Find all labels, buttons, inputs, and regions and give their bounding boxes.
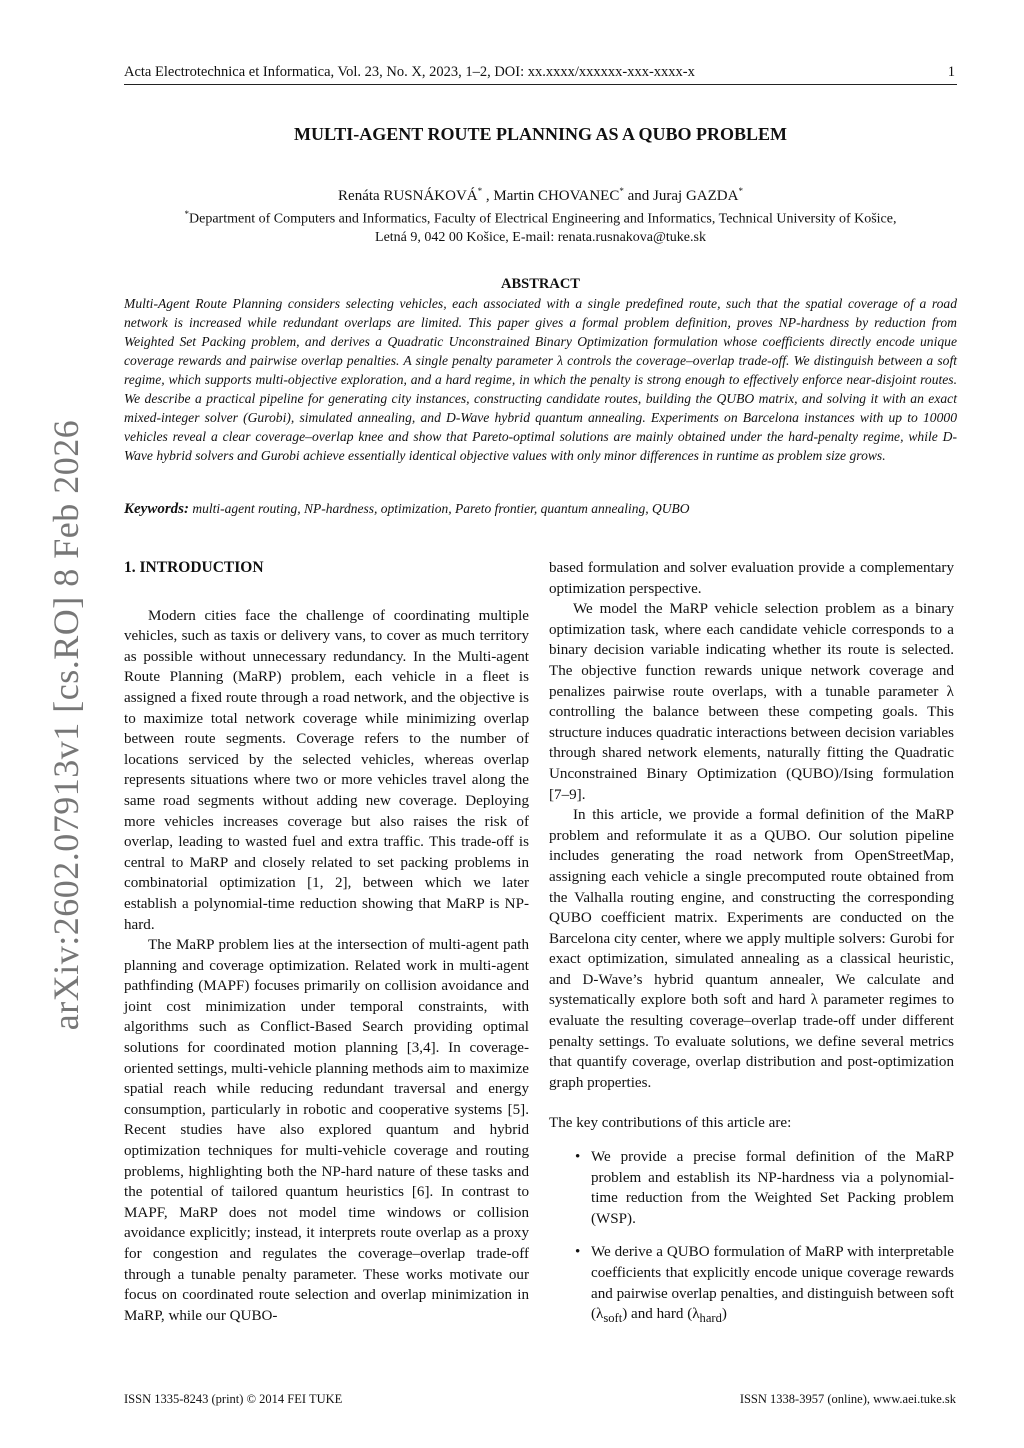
author-list (124, 186, 957, 205)
intro-paragraph-4: In this article, we provide a formal definition of the MaRP problem and reformulate it as a QUBO. Our solution pipeline includes generating the road network from OpenStreetMap, assigning each vehicle a single precomputed route obtained from the Valhalla routing engine, and constructing the corresponding QUBO coefficient matrix. Experiments are conducted on the Barcelona city center, where we apply multiple solvers: Gurobi for exact optimization, simulated annealing as a classical heuristic, and D-Wave’s hybrid quantum annealer, We calculate and systematically explore both soft and hard λ parameter regimes to evaluate the resulting coverage–overlap trade-off under different penalty settings. To evaluate solutions, we define several metrics that quantify coverage, overlap distribution and post-optimization graph properties. (549, 807, 954, 1091)
footer-print-issn: ISSN 1335-8243 (print) © 2014 FEI TUKE (124, 1392, 343, 1406)
list-item (549, 1242, 954, 1328)
bullet-mark: • (575, 1244, 581, 1261)
page-number: 1 (947, 64, 955, 80)
list-item (549, 1147, 954, 1229)
running-header (124, 64, 957, 85)
affiliation-mark: * (184, 209, 189, 219)
section-heading-introduction: 1. INTRODUCTION (124, 559, 264, 576)
intro-paragraph-1: Modern cities face the challenge of coordinating multiple vehicles, such as taxis or delivery vans, to cover as much territory as possible without unnecessary redundancy. In the Multi-agent Route Planning (MaRP) problem, each vehicle in a fleet is assigned a fixed route through a road network, and the objective is to maximize total network coverage while minimizing overlap between route segments. Coverage refers to the number of locations serviced by the selected vehicles, whereas overlap represents situations where two or more vehicles travel along the same road segments without adding new coverage. Deploying more vehicles increases coverage but also raises the risk of overlap, leading to wasted fuel and extra traffic. This trade-off is central to MaRP and closely related to set packing problems in combinatorial optimization [1, 2], between which we later establish a polynomial-time reduction showing that MaRP is NP-hard. (124, 607, 529, 933)
contributions-list (549, 1147, 954, 1329)
intro-paragraph-3: We model the MaRP vehicle selection problem as a binary optimization task, where each candidate vehicle corresponds to a binary decision variable indicating whether its route is selected. The objective function rewards unique network coverage and penalizes pairwise route overlaps, with a tunable parameter λ controlling the balance between these competing goals. This structure induces quadratic interactions between decision variables through shared network elements, naturally fitting the Quadratic Unconstrained Binary Optimization (QUBO)/Ising formulation [7–9]. (549, 601, 954, 803)
author-3: Juraj GAZDA (653, 188, 739, 204)
arxiv-side-stamp: arXiv:2602.07913v1 [cs.RO] 8 Feb 2026 (46, 419, 86, 1031)
author-2-mark: * (619, 186, 624, 196)
bullet-mark: • (575, 1149, 581, 1166)
right-column (549, 558, 954, 1329)
intro-paragraph-2-continued: based formulation and solver evaluation provide a complementary optimization perspective. (549, 560, 954, 597)
intro-paragraph-2: The MaRP problem lies at the intersection of multi-agent path planning and coverage optimization. Related work in multi-agent pathfinding (MAPF) focuses primarily on collision avoidance and joint cost minimization under temporal constraints, with algorithms such as Conflict-Based Search providing optimal solutions for coordinated motion planning [3,4]. In coverage-oriented settings, multi-vehicle planning methods aim to maximize spatial reach while reducing redundant traversal and energy consumption, particularly in robotic and cooperative systems [5]. Recent studies have also explored quantum and hybrid optimization techniques for multi-vehicle coverage and routing problems, highlighting both the NP-hard nature of these tasks and the potential of tailored quantum heuristics [6]. In contrast to MAPF, MaRP does not model time windows or collision avoidance explicitly; instead, it interprets route overlap as a proxy for congestion and regulates the coverage–overlap trade-off through a tunable penalty parameter. These works motivate our focus on coordinated route selection and overlap minimization in MaRP, while our QUBO- (124, 937, 529, 1324)
author-separator-1: , (482, 188, 494, 204)
left-column (124, 558, 529, 1326)
contribution-2-end: ) (721, 1306, 727, 1323)
keywords-label: Keywords: (124, 501, 189, 517)
lambda-hard-subscript: hard (699, 1311, 722, 1326)
contribution-2-mid: ) and hard (λ (622, 1306, 700, 1323)
keywords-value: multi-agent routing, NP-hardness, optimization, Pareto frontier, quantum annealing, QUBO (192, 501, 690, 516)
affiliation-line-2: Letná 9, 042 00 Košice, E-mail: renata.rusnakova@tuke.sk (375, 229, 706, 245)
journal-citation: Acta Electrotechnica et Informatica, Vol. 23, No. X, 2023, 1–2, DOI: xx.xxxx/xxxxxx-xxx-xxxx-x (124, 64, 695, 80)
contribution-2 (591, 1244, 954, 1326)
footer-online-issn: ISSN 1338-3957 (online), www.aei.tuke.sk (739, 1392, 956, 1406)
lambda-soft-subscript: soft (603, 1311, 623, 1326)
author-1: Renáta RUSNÁKOVÁ (338, 188, 478, 204)
abstract-heading: ABSTRACT (501, 276, 580, 292)
author-3-mark: * (738, 186, 743, 196)
author-2: Martin CHOVANEC (493, 188, 620, 204)
affiliation-line-1: Department of Computers and Informatics, Faculty of Electrical Engineering and Informatics, Technical University of Košice, (189, 211, 897, 227)
contribution-1: We provide a precise formal definition of the MaRP problem and establish its NP-hardness via a polynomial-time reduction from the Weighted Set Packing problem (WSP). (591, 1149, 954, 1227)
affiliation (124, 205, 957, 247)
contribution-2-text: We derive a QUBO formulation of MaRP with interpretable coefficients that explicitly encode unique coverage rewards and pairwise overlap penalties, and distinguish between soft (λ (591, 1244, 954, 1323)
author-separator-2: and (623, 188, 654, 204)
abstract-text: Multi-Agent Route Planning considers selecting vehicles, each associated with a single predefined route, such that the spatial coverage of a road network is increased while redundant overlaps are limited. This paper gives a formal problem definition, proves NP-hardness by reduction from Weighted Set Packing problem, and derives a Quadratic Unconstrained Binary Optimization formulation whose coefficients directly encode unique coverage rewards and pairwise overlap penalties. A single penalty parameter λ controls the coverage–overlap trade-off. We distinguish between a soft regime, which supports multi-objective exploration, and a hard regime, in which the penalty is strong enough to effectively enforce near-disjoint routes. We describe a practical pipeline for generating city instances, constructing candidate routes, building the QUBO matrix, and solving it with an exact mixed-integer solver (Gurobi), simulated annealing, and D-Wave hybrid quantum annealing. Experiments on Barcelona instances with up to 10000 vehicles reveal a clear coverage–overlap knee and show that Pareto-optimal solutions are mainly obtained under the hard-penalty regime, while D-Wave hybrid solvers and Gurobi achieve essentially identical objective values with only minor differences in runtime as problem size grows. (124, 296, 957, 463)
keywords (124, 501, 957, 518)
paper-title: MULTI-AGENT ROUTE PLANNING AS A QUBO PROBLEM (293, 124, 788, 144)
contributions-lead: The key contributions of this article are: (549, 1115, 792, 1132)
author-1-mark: * (477, 186, 483, 196)
